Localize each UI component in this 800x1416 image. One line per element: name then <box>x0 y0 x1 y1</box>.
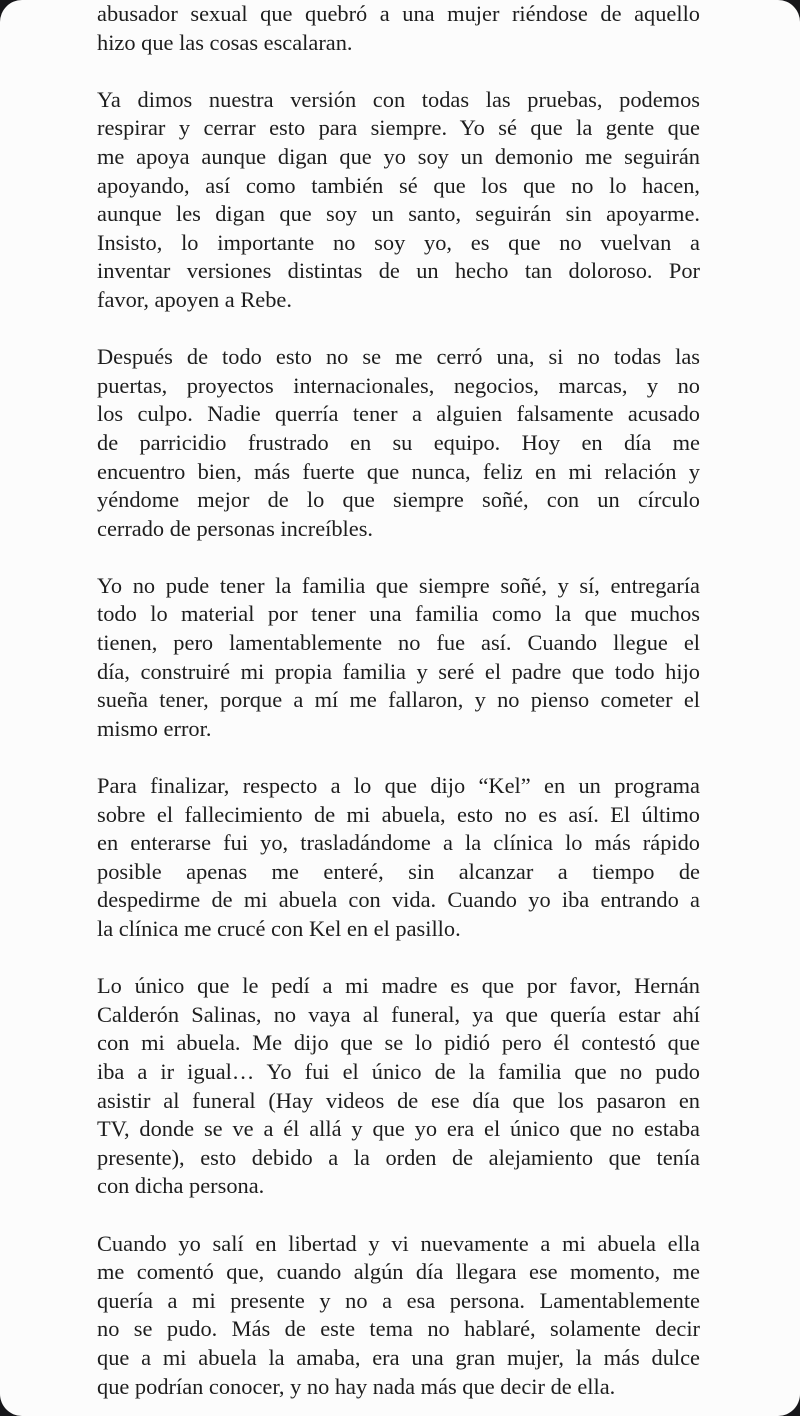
text-line: en enterarse fui yo, trasladándome a la clínica lo más rápido <box>97 830 700 856</box>
text-line: me comentó que, cuando algún día llegara ese momento, me <box>97 1259 700 1285</box>
text-line: no se pudo. Más de este tema no hablaré, solamente decir <box>97 1316 700 1342</box>
text-line: Calderón Salinas, no vaya al funeral, ya que quería estar ahí <box>97 1001 700 1027</box>
text-line: Ya dimos nuestra versión con todas las pruebas, podemos <box>97 86 700 112</box>
text-line: me apoya aunque digan que yo soy un demonio me seguirán <box>97 143 700 169</box>
text-line: aunque les digan que soy un santo, seguirán sin apoyarme. <box>97 201 700 227</box>
text-line: sueña tener, porque a mí me fallaron, y no pienso cometer el <box>97 687 700 713</box>
text-line: Lo único que le pedí a mi madre es que por favor, Hernán <box>97 973 700 999</box>
text-line: abusador sexual que quebró a una mujer riéndose de aquello <box>97 1 700 26</box>
paragraph <box>97 572 700 744</box>
text-line: asistir al funeral (Hay videos de ese día que los pasaron en <box>97 1087 700 1113</box>
text-line: que podrían conocer, y no hay nada más que decir de ella. <box>97 1373 616 1399</box>
text-line: de parricidio frustrado en su equipo. Hoy en día me <box>97 429 700 455</box>
text-line: la clínica me crucé con Kel en el pasillo. <box>97 916 461 941</box>
paragraph <box>97 772 700 944</box>
text-line: inventar versiones distintas de un hecho tan doloroso. Por <box>97 258 700 284</box>
text-line: presente), esto debido a la orden de alejamiento que tenía <box>97 1144 700 1170</box>
text-line: favor, apoyen a Rebe. <box>97 286 292 312</box>
text-line: respirar y cerrar esto para siempre. Yo sé que la gente que <box>97 115 700 141</box>
text-line: mismo error. <box>97 715 212 741</box>
text-line: posible apenas me enteré, sin alcanzar a tiempo de <box>97 858 700 884</box>
text-line: yéndome mejor de lo que siempre soñé, con un círculo <box>97 487 700 513</box>
text-line: que a mi abuela la amaba, era una gran mujer, la más dulce <box>97 1344 700 1370</box>
text-line: TV, donde se ve a él allá y que yo era el único que no estaba <box>97 1116 700 1142</box>
text-line: sobre el fallecimiento de mi abuela, esto no es así. El último <box>97 801 700 827</box>
text-line: despedirme de mi abuela con vida. Cuando yo iba entrando a <box>97 887 700 913</box>
paragraph <box>97 1230 700 1402</box>
text-line: Después de todo esto no se me cerró una, si no todas las <box>97 344 700 370</box>
paragraph <box>97 0 700 57</box>
text-line: encuentro bien, más fuerte que nunca, feliz en mi relación y <box>97 458 700 484</box>
text-line: tienen, pero lamentablemente no fue así. Cuando llegue el <box>97 630 700 656</box>
text-line: apoyando, así como también sé que los que no lo hacen, <box>97 172 700 198</box>
text-line: día, construiré mi propia familia y seré el padre que todo hijo <box>97 658 700 684</box>
text-line: quería a mi presente y no a esa persona. Lamentablemente <box>97 1287 700 1313</box>
paragraph <box>97 343 700 543</box>
text-line: Para finalizar, respecto a lo que dijo “Kel” en un programa <box>97 773 700 799</box>
paragraph <box>97 86 700 315</box>
paragraph <box>97 972 700 1201</box>
text-line: puertas, proyectos internacionales, negocios, marcas, y no <box>97 372 700 398</box>
text-line: iba a ir igual… Yo fui el único de la familia que no pudo <box>97 1058 700 1084</box>
text-line: cerrado de personas increíbles. <box>97 515 374 541</box>
text-line: Cuando yo salí en libertad y vi nuevamente a mi abuela ella <box>97 1230 700 1256</box>
text-line: con mi abuela. Me dijo que se lo pidió pero él contestó que <box>97 1030 700 1056</box>
text-line: Insisto, lo importante no soy yo, es que no vuelvan a <box>97 229 700 255</box>
text-line: hizo que las cosas escalaran. <box>97 29 353 55</box>
text-line: todo lo material por tener una familia como la que muchos <box>97 601 700 627</box>
text-line: con dicha persona. <box>97 1173 265 1199</box>
text-line: los culpo. Nadie querría tener a alguien falsamente acusado <box>97 401 700 427</box>
text-line: Yo no pude tener la familia que siempre soñé, y sí, entregaría <box>97 572 700 598</box>
